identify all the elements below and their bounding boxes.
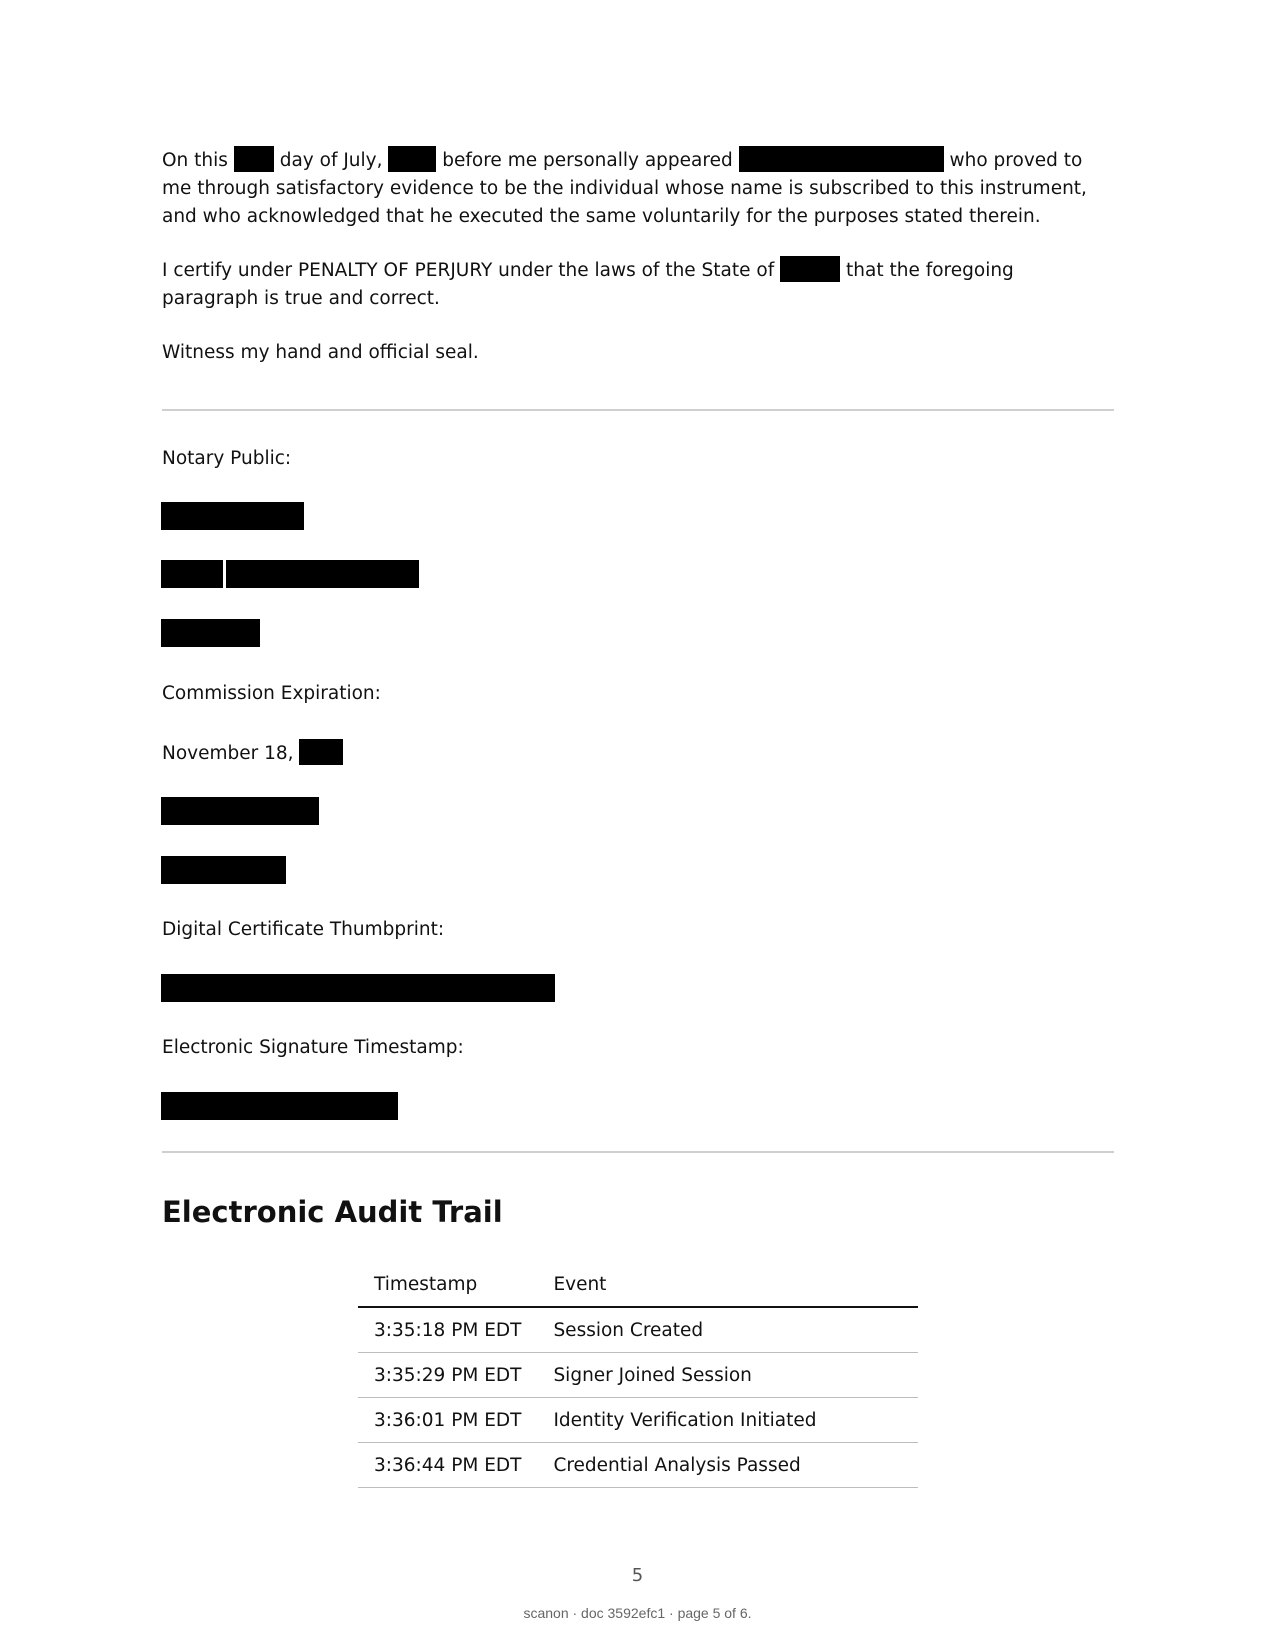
redaction-notary-name (161, 502, 304, 530)
redaction-notary-field-2 (161, 856, 286, 884)
table-row (358, 1353, 918, 1398)
table-row (358, 1307, 918, 1353)
acknowledgment-paragraph (162, 146, 1114, 231)
table-header-row (358, 1262, 918, 1307)
commission-date (162, 739, 343, 768)
audit-trail-heading: Electronic Audit Trail (162, 1195, 503, 1229)
scan-footer: scanon · doc 3592efc1 · page 5 of 6. (523, 1605, 752, 1621)
ack-text-4: who proved to me through satisfactory evidence to be the individual whose name is subscribed to this instrument, and who acknowledged that he executed the same voluntarily for the purposes stated therein. (162, 150, 1087, 227)
page-number: 5 (631, 1565, 644, 1586)
redaction-year (388, 146, 436, 172)
table-row (358, 1398, 918, 1443)
notary-public-label: Notary Public: (162, 448, 292, 469)
perjury-text-2: that the foregoing paragraph is true and correct. (162, 260, 1014, 309)
ack-text-2: day of July, (279, 150, 383, 171)
column-header-event: Event (537, 1262, 918, 1307)
redaction-signature-timestamp (161, 1092, 398, 1120)
row-timestamp: 3:36:01 PM EDT (358, 1398, 537, 1443)
row-event: Signer Joined Session (537, 1353, 918, 1398)
redaction-commission-year (299, 739, 343, 765)
row-timestamp: 3:35:29 PM EDT (358, 1353, 537, 1398)
row-event: Session Created (537, 1307, 918, 1353)
redaction-notary-id (161, 619, 260, 647)
audit-trail-table (358, 1262, 918, 1488)
row-timestamp: 3:35:18 PM EDT (358, 1307, 537, 1353)
redaction-thumbprint (161, 974, 555, 1002)
table-row (358, 1443, 918, 1488)
perjury-paragraph (162, 256, 1114, 313)
row-event: Identity Verification Initiated (537, 1398, 918, 1443)
row-event: Credential Analysis Passed (537, 1443, 918, 1488)
redaction-notary-address-2 (226, 560, 419, 588)
redaction-signer-name (739, 146, 944, 172)
redaction-day (234, 146, 274, 172)
ack-text-1: On this (162, 150, 228, 171)
perjury-text-1: I certify under PENALTY OF PERJURY under the laws of the State of (162, 260, 775, 281)
commission-expiration-label: Commission Expiration: (162, 683, 381, 704)
thumbprint-label: Digital Certificate Thumbprint: (162, 919, 445, 940)
ack-text-3: before me personally appeared (442, 150, 733, 171)
signature-timestamp-label: Electronic Signature Timestamp: (162, 1037, 464, 1058)
divider-top (162, 409, 1114, 411)
redaction-state (780, 256, 840, 282)
divider-bottom (162, 1151, 1114, 1153)
commission-date-text: November 18, (162, 743, 294, 764)
redaction-notary-address-1 (161, 560, 223, 588)
column-header-timestamp: Timestamp (358, 1262, 537, 1307)
redaction-notary-field-1 (161, 797, 319, 825)
row-timestamp: 3:36:44 PM EDT (358, 1443, 537, 1488)
witness-paragraph: Witness my hand and official seal. (162, 342, 479, 363)
